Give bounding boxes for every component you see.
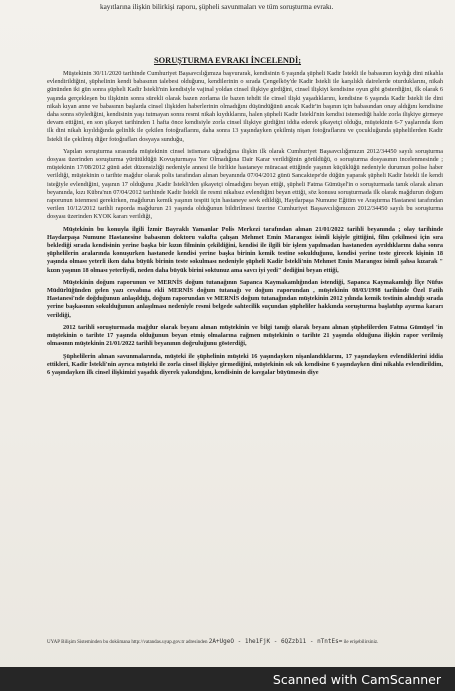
paragraph-birth-record: Müştekinin doğum raporunun ve MERNİS doğum tutanağının Sapanca Kaymakamlığından istendiği, Sapanca Kaymakamlığı İlçe Nüfus Müdürlüğünden gelen yazı cevabına ekli MERNİS doğum tutanağı ve doğum raporundan , müştekinin 08/03/1998 tarihinde Özel Fatih Hastanesi'nde doğduğunun anlaşıldığı, doğum raporundan ve MERNİS doğum tutanağından müştekinin 2012 yılında kemik testinin alındığı sırada yerine başkasının sokulduğunun anlaşılması nedeniyle resmi belgede sahtecilik suçundan şüpheliler hakkında soruşturma başlatılıp ayırma kararı verildiği, xyxy=(47,278,443,319)
paragraph-statement: Müştekinin bu konuyla ilgili İzmir Bayraklı Yamanlar Polis Merkezi tarafından alınan 21/01/2022 tarihli beyanında ; olay tarihinde Haydarpaşa Numune Hastanesine babasının doktoru vakıfta çalışan Mehmet Emin Marangoz isimli kişiyle gittiğini, film çekilmesi için sıra beklediği sırada kendisinin yerine başka bir kızın filminin çekildiğini, kendisi ile ilgili bir işlem yapılmadan hastaneden ayrıldıklarını daha sonra şüphelilerin aralarında konuşurken hastanede kendisi yerine başka birinin kemik testine sokulduğunu, kendisi yerine teste girecek kişinin 18 yaşında olması yeterli iken daha büyük birinin teste sokulması nedeniyle şüpheli Kadir İstekli'nin Mehmet Emin Marangoz isimli şahsa kızarak " kızın yaşının 18 olması yeterliydi, neden daha büyük birini soktunuz ama savcı iyi yedi" dediğini beyan ettiği, xyxy=(47,225,443,274)
intro-text: kayıtlarına ilişkin bilirkişi raporu, şüpheli savunmaları ve tüm soruşturma evrakı. xyxy=(100,3,334,11)
document-body xyxy=(47,70,443,381)
footer-text: UYAP Bilişim Sisteminden bu dokümana http://vatandas.uyap.gov.tr adresinden xyxy=(47,640,208,645)
paragraph-complaint: Müştekinin 30/11/2020 tarihinde Cumhuriyet Başsavcılığımıza başvurarak, kendisinin 6 yaşında şüpheli Kadir İstekli ile babasının kıydığı dini nikahla evlendirildiğini, şüphelinin kendi babasının talebesi olduğunu, kendilerinin o sırada Çengelköy'de Kadir İstekli ile karşılıklı dairelerde oturduklarını, nikah gününden iki gün sonra şüpheli Kadir İstekli'nin kendisiyle vajinal yoldan cinsel ilişkiye girdiğini, cinsel ilişkiyi kendisine oyun gibi gösterdiğini, ilk olarak 6 yaşında gerçekleşen bu ilişkinin sonra sürekli olarak bazen zorlama ile bazen tehdit ile cinsel ilişki yaşadıklarını, kendisine 6 yaşında Kadir İstekli ile dini nikah kıyan anne ve babasının başlarda cinsel ilişkiden haberlerinin olmadığını düşündüğünü ancak Kadir'in başının için babasından onay aldığını kendisine daha sonra söylediğini, kendisinin yaşı tutmayan sonra resmi nikah kıydıklarını, halen şüpheli Kadir İstekli'nin kendisi istemediği halde zorla ilişkiye girmeye devam ettiğini, en son şikayet tarihinden 1 hafta önce kendisiyle zorla cinsel ilişkiye girdiğini iddia ederek şikayetçi olduğu, müştekinin 6-7 yaşlarında iken ilk dini nikah kıyıldığında gelinlik ile çekilen fotoğraflarını, daha sonra 13 yaşındayken çekilmiş nişan fotoğraflarını ve çocukluğunda şüphelilerden Kadir İstekli ile çekilmiş diğer fotoğrafları dosyaya sunduğu, xyxy=(47,70,443,143)
paragraph-investigation: Yapılan soruşturma sırasında müştekinin cinsel istismara uğradığına ilişkin ilk olarak Cumhuriyet Başsavcılığımızın 2012/34450 sayılı soruşturma dosyası üzerinden soruşturma yürütüldüğü Kovuşturmaya Yer Olmadığına Dair Karar verildiğinin görüldüğü, o soruşturma dosyasının incelenmesinde ; müştekinin 17/08/2012 günü adet düzensizliği nedeniyle annesi ile birlikte hastaneye müracaat ettiğinde yaşının küçüklüğü nedeniyle durumun polise haber verildiği, müştekinin o tarihte mağdur olarak polis tarafından alınan beyanında 07/04/2012 günü Sancaktepe'de düğün yaparak şüpheli Kadir İstekli ile kendi isteğiyle evlendiğini, yaşının 17 olduğunu ,Kadir İstekli'den şikayetçi olmadığını beyan ettiği, şüpheli Fatma Gümüşel'in o soruşturmada tanık olarak alınan beyanında, kızı Kübra'nın 07/04/2012 tarihinde Kadir İstekli ile resmi nikahsız evlendiğini beyan ettiği, söz konusu soruşturmada ilk olarak mağdurun doğum raporunun istenmesi gerekirken, mağdurun kemik yaşının tespiti için hastaneye sevk edildiği, Haydarpaşa Numune Eğitim ve Araştırma Hastanesi tarafından verilen 10/12/2012 tarihli raporda mağdurun 21 yaşında olduğunun bildirilmesi üzerine Cumhuriyet Başsavcılığımızın 2012/34450 sayılı bu soruşturma dosyası üzerinden KYOK kararı verildiği, xyxy=(47,147,443,221)
footer-suffix: ile erişebilirsiniz. xyxy=(343,640,379,645)
camscanner-label: Scanned with CamScanner xyxy=(272,672,441,687)
camscanner-bar xyxy=(0,667,455,691)
paragraph-defense: Şüphelilerin alınan savunmalarında, müşteki ile şüphelinin müşteki 16 yaşındayken nişanlandıklarını, 17 yaşındayken evlendiklerini iddia ettikleri, Kadir İstekli'nin ayrıca müşteki ile zorla cinsel ilişkiye girmediğini, müştekinin sık sık kendisine 6 yaşındayken dini nikahla evlendirildim, 6 yaşındayken ilk cinsel ilişkimizi yaşadık diyerek yakındığını, kendisinin de kavgalar büyümesin diye xyxy=(47,352,443,376)
verification-code: 2A+UgeO - 1he1FjK - 6QZzb11 - nTntEs= xyxy=(208,638,343,645)
paragraph-2012-investigation: 2012 tarihli soruşturmada mağdur olarak beyanı alınan müştekinin ve bilgi tanığı olarak beyanı alınan şüphelilerden Fatma Gümüşel 'in müştekinin o tarihte 17 yaşında olduğunun beyan etmiş olmalarına rağmen müştekinin o tarihte 21 yaşında olduğuna ilişkin rapor verilmiş olmasının müştekinin 21/01/2022 tarihli beyanının doğruluğunu gösterdiği, xyxy=(47,323,443,348)
uyap-footer xyxy=(47,638,442,645)
section-heading: SORUŞTURMA EVRAKI İNCELENDİ; xyxy=(153,56,302,65)
